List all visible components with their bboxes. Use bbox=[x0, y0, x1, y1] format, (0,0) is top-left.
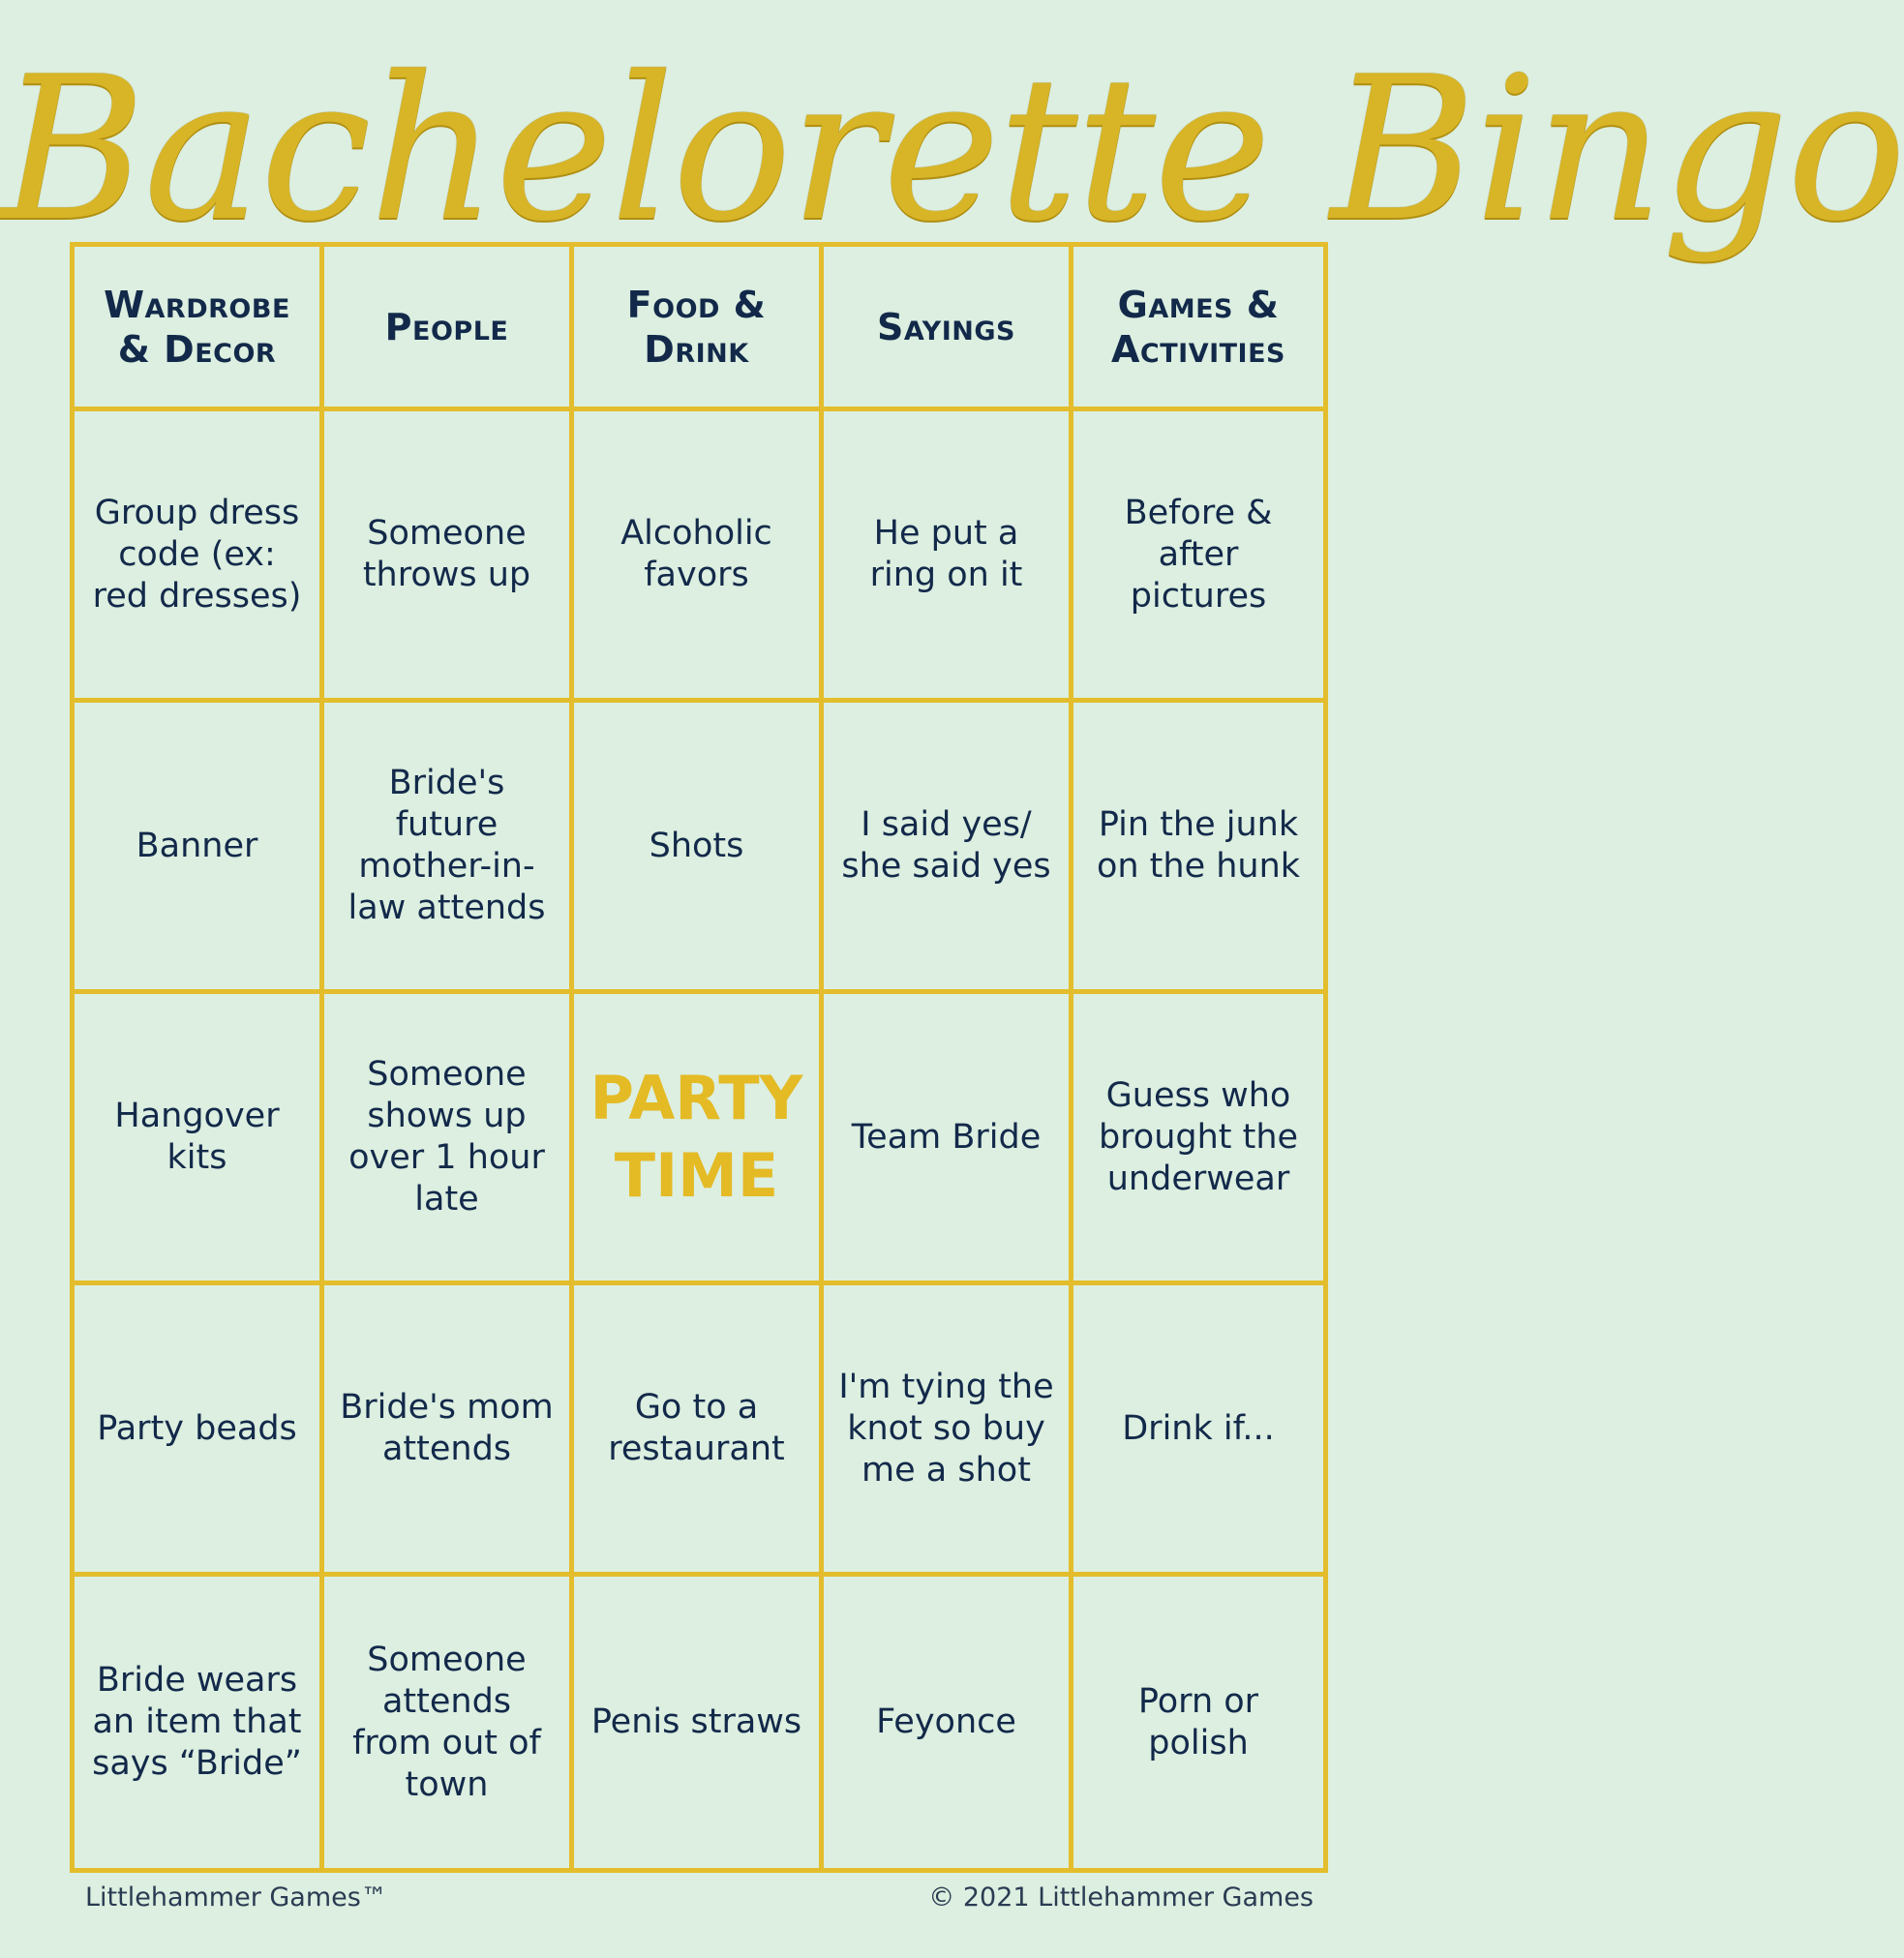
bingo-square[interactable]: Team Bride bbox=[824, 994, 1073, 1285]
bingo-square[interactable]: Shots bbox=[574, 703, 824, 994]
bingo-square[interactable]: Bride wears an item that says “Bride” bbox=[75, 1577, 324, 1868]
column-header-food-drink: Food & Drink bbox=[574, 247, 824, 411]
bingo-square[interactable]: Hangover kits bbox=[75, 994, 324, 1285]
footer-copyright: © 2021 Littlehammer Games bbox=[928, 1883, 1314, 1913]
bingo-square[interactable]: Party beads bbox=[75, 1285, 324, 1577]
bingo-square[interactable]: Porn or polish bbox=[1137, 1681, 1259, 1762]
bingo-square[interactable]: Guess who brought the underwear bbox=[1073, 994, 1323, 1285]
bingo-board bbox=[70, 242, 1328, 1873]
bingo-square[interactable]: Drink if... bbox=[1073, 1285, 1323, 1577]
bingo-square[interactable]: He put a ring on it bbox=[824, 411, 1073, 703]
bingo-square[interactable]: Bride's mom attends bbox=[324, 1285, 574, 1577]
bingo-square[interactable]: I'm tying the knot so buy me a shot bbox=[824, 1285, 1073, 1577]
column-header-wardrobe-decor: Wardrobe & Decor bbox=[75, 247, 324, 411]
bingo-square[interactable]: Someone throws up bbox=[324, 411, 574, 703]
footer-brand: Littlehammer Games™ bbox=[85, 1883, 387, 1913]
bingo-square[interactable]: Someone shows up over 1 hour late bbox=[324, 994, 574, 1285]
bingo-square[interactable]: Group dress code (ex: red dresses) bbox=[75, 411, 324, 703]
bingo-square[interactable]: Pin the junk on the hunk bbox=[1073, 703, 1323, 994]
column-header-people: People bbox=[324, 247, 574, 411]
free-square[interactable]: PARTY TIME bbox=[574, 994, 824, 1285]
column-header-sayings: Sayings bbox=[824, 247, 1073, 411]
bingo-square[interactable]: Penis straws bbox=[574, 1577, 824, 1868]
bingo-square[interactable]: I said yes/ she said yes bbox=[824, 703, 1073, 994]
bingo-square[interactable]: Feyonce bbox=[824, 1577, 1073, 1868]
bingo-square[interactable]: Bride's future mother-in-law attends bbox=[324, 703, 574, 994]
bingo-square[interactable]: Someone attends from out of town bbox=[324, 1577, 574, 1868]
page-title: Bachelorette Bingo bbox=[0, 35, 1904, 265]
bingo-square[interactable]: Go to a restaurant bbox=[574, 1285, 824, 1577]
bingo-square[interactable]: Alcoholic favors bbox=[574, 411, 824, 703]
column-header-games-activities: Games & Activities bbox=[1073, 247, 1323, 411]
bingo-square[interactable]: Banner bbox=[75, 703, 324, 994]
bingo-square[interactable]: Before & after pictures bbox=[1073, 411, 1323, 703]
